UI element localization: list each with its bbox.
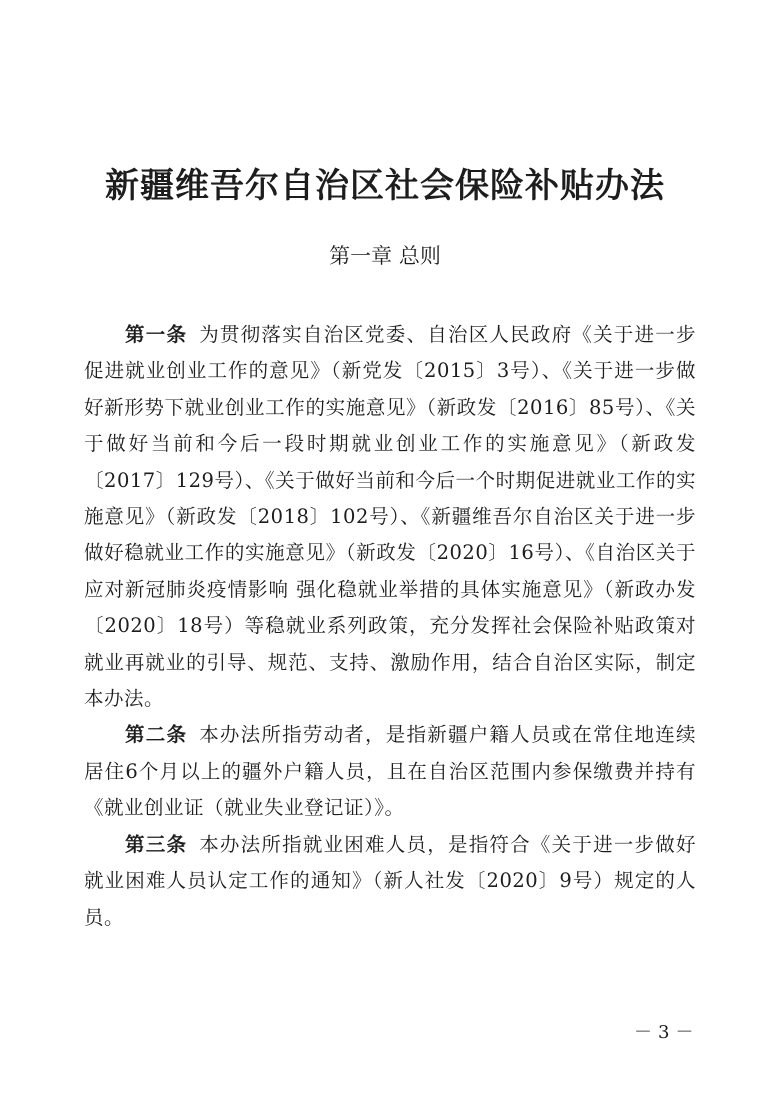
document-title: 新疆维吾尔自治区社会保险补贴办法: [105, 166, 665, 206]
article-3: [84, 827, 696, 936]
article-3-text: 本办法所指就业困难人员，是指符合《关于进一步做好就业困难人员认定工作的通知》（新人社发〔2020〕9号）规定的人员。: [84, 832, 696, 929]
page-number: －3－: [634, 1022, 700, 1043]
article-1-label: 第一条: [125, 323, 188, 346]
article-1: [84, 317, 696, 717]
article-2-text: 本办法所指劳动者，是指新疆户籍人员或在常住地连续居住6个月以上的疆外户籍人员，且在自治区范围内参保缴费并持有《就业创业证（就业失业登记证）》。: [84, 723, 696, 820]
chapter-heading: 第一章 总则: [329, 244, 441, 268]
article-2: [84, 717, 696, 826]
article-3-label: 第三条: [125, 832, 188, 856]
article-2-label: 第二条: [125, 723, 188, 747]
document-body: [84, 317, 696, 936]
article-1-text: 为贯彻落实自治区党委、自治区人民政府《关于进一步促进就业创业工作的意见》（新党发〔2015〕3号）、《关于进一步做好新形势下就业创业工作的实施意见》（新政发〔2016〕85号）、《关于做好当前和今后一段时期就业创业工作的实施意见》（新政发〔2017〕129号）、《关于做好当前和今后一个时期促进就业工作的实施意见》（新政发〔2018〕102号）、《新疆维吾尔自治区关于进一步做好稳就业工作的实施意见》（新政发〔2020〕16号）、《自治区关于应对新冠肺炎疫情影响 强化稳就业举措的具体实施意见》（新政办发〔2020〕18号）等稳就业系列政策，充分发挥社会保险补贴政策对就业再就业的引导、规范、支持、激励作用，结合自治区实际，制定本办法。: [84, 323, 696, 711]
